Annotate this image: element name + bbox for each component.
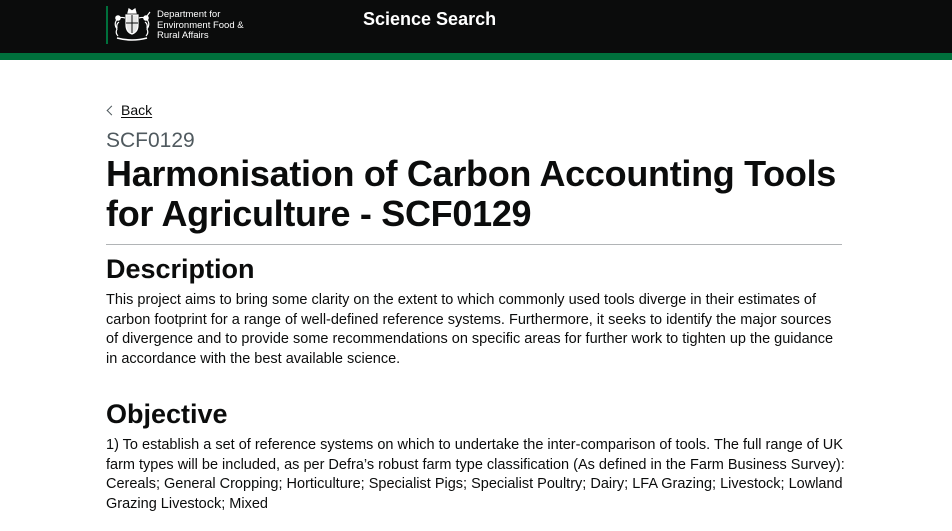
logo-stripe (106, 6, 108, 44)
page-title: Harmonisation of Carbon Accounting Tools for Agriculture - SCF0129 (106, 153, 836, 234)
header-brand-stripe (0, 53, 952, 60)
department-line-3: Rural Affairs (157, 30, 209, 41)
objective-heading: Objective (106, 399, 228, 429)
section-divider (106, 244, 842, 245)
project-code-caption: SCF0129 (106, 129, 195, 152)
service-name-link[interactable]: Science Search (363, 9, 497, 29)
back-link-label: Back (121, 102, 153, 118)
department-line-1: Department for (157, 9, 221, 20)
description-body: This project aims to bring some clarity on the extent to which commonly used tools diverge in their estimates of carbon footprint for a range of well-defined reference systems. Furthermore, it seeks to identify the major sources of divergence and to provide some recommendations on specific areas for further work to tighten up the guidance in accordance with the best available science. (106, 292, 834, 367)
description-heading: Description (106, 254, 255, 284)
objective-body: 1) To establish a set of reference systems on which to undertake the inter-comparison of tools. The full range of UK farm types will be included, as per Defra’s robust farm type classification (As defined in the Farm Business Survey): Cereals; General Cropping; Horticulture; Specialist Pigs; Specialist Poultry; Dairy; LFA Grazing; Livestock; Lowland Grazing Livestock; Mixed (106, 437, 845, 512)
site-header (0, 0, 952, 53)
back-link[interactable] (106, 101, 152, 119)
department-name[interactable] (157, 10, 267, 42)
chevron-left-icon (107, 105, 117, 115)
royal-coat-of-arms-icon[interactable] (111, 6, 153, 42)
department-line-2: Environment Food & (157, 19, 244, 31)
